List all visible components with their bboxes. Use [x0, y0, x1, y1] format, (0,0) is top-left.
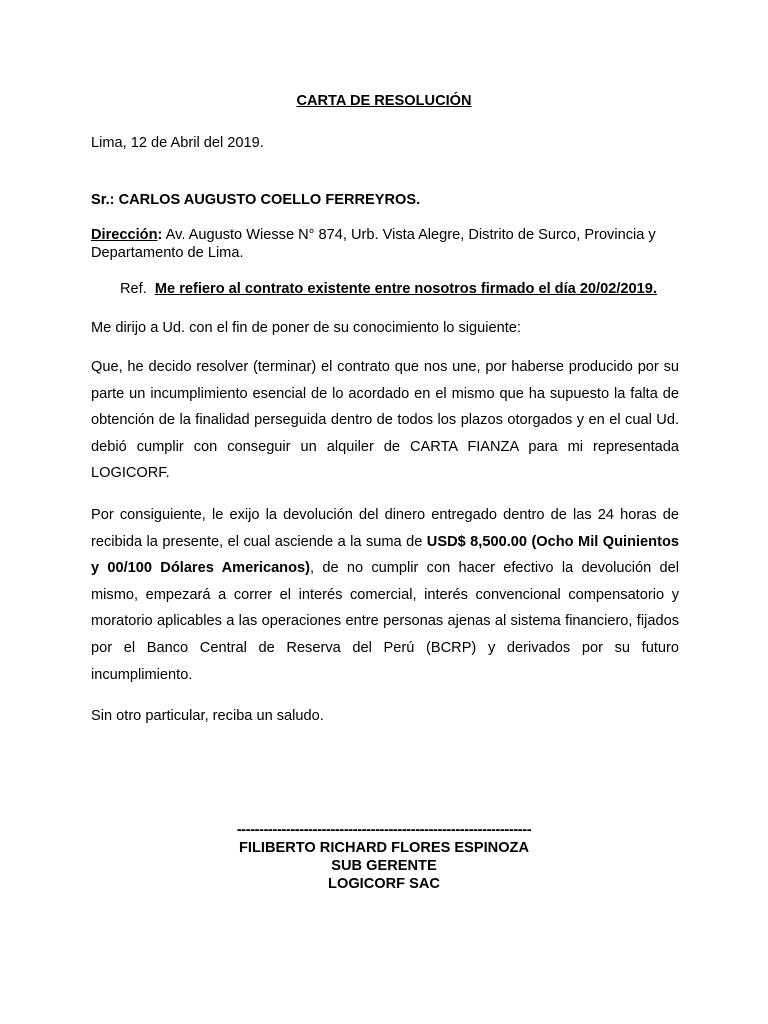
signer-position: SUB GERENTE [331, 858, 437, 874]
place-date: Lima, 12 de Abril del 2019. [91, 135, 264, 151]
signer-company: LOGICORF SAC [328, 876, 440, 892]
signer-name: FILIBERTO RICHARD FLORES ESPINOZA [239, 840, 529, 856]
address-block [91, 226, 679, 262]
paragraph-demand-part2: , de no cumplir con hacer efectivo la devolución del mismo, empezará a correr el interés comercial, interés convencional compensatorio y moratorio aplicables a las operaciones entre personas ajenas al sistema financiero, fijados por el Banco Central de Reserva del Perú (BCRP) y derivados por su futuro incumplimiento. [91, 560, 679, 683]
paragraph-demand [91, 502, 679, 688]
reference-text: Me refiero al contrato existente entre nosotros firmado el día 20/02/2019. [154, 281, 657, 297]
address-label: Dirección [91, 227, 158, 243]
letter-title: CARTA DE RESOLUCIÓN [296, 93, 472, 109]
paragraph-resolution: Que, he decido resolver (terminar) el contrato que nos une, por haberse producido por su parte un incumplimiento esencial de lo acordado en el mismo que ha supuesto la falta de obtención de la finalidad perseguida dentro de todos los plazos otorgados y en el cual Ud. debió cumplir con conseguir un alquiler de CARTA FIANZA para mi representada LOGICORF. [91, 359, 679, 482]
signature-line: ------------------------------------------------------------------ [236, 822, 532, 838]
closing-text: Sin otro particular, reciba un saludo. [91, 708, 324, 724]
amount-demanded: USD$ 8,500.00 (Ocho Mil Quinientos y 00/100 Dólares Americanos) [91, 533, 679, 577]
address-text: Av. Augusto Wiesse N° 874, Urb. Vista Alegre, Distrito de Surco, Provincia y Departamento de Lima. [91, 227, 656, 261]
intro-text: Me dirijo a Ud. con el fin de poner de su conocimiento lo siguiente: [91, 320, 521, 336]
reference-line [120, 280, 700, 298]
paragraph-demand-part1: Por consiguiente, le exijo la devolución del dinero entregado dentro de las 24 horas de recibida la presente, el cual asciende a la suma de [91, 507, 679, 550]
reference-label: Ref. [120, 281, 147, 297]
recipient: Sr.: CARLOS AUGUSTO COELLO FERREYROS. [91, 192, 421, 208]
address-colon: : [157, 227, 163, 243]
